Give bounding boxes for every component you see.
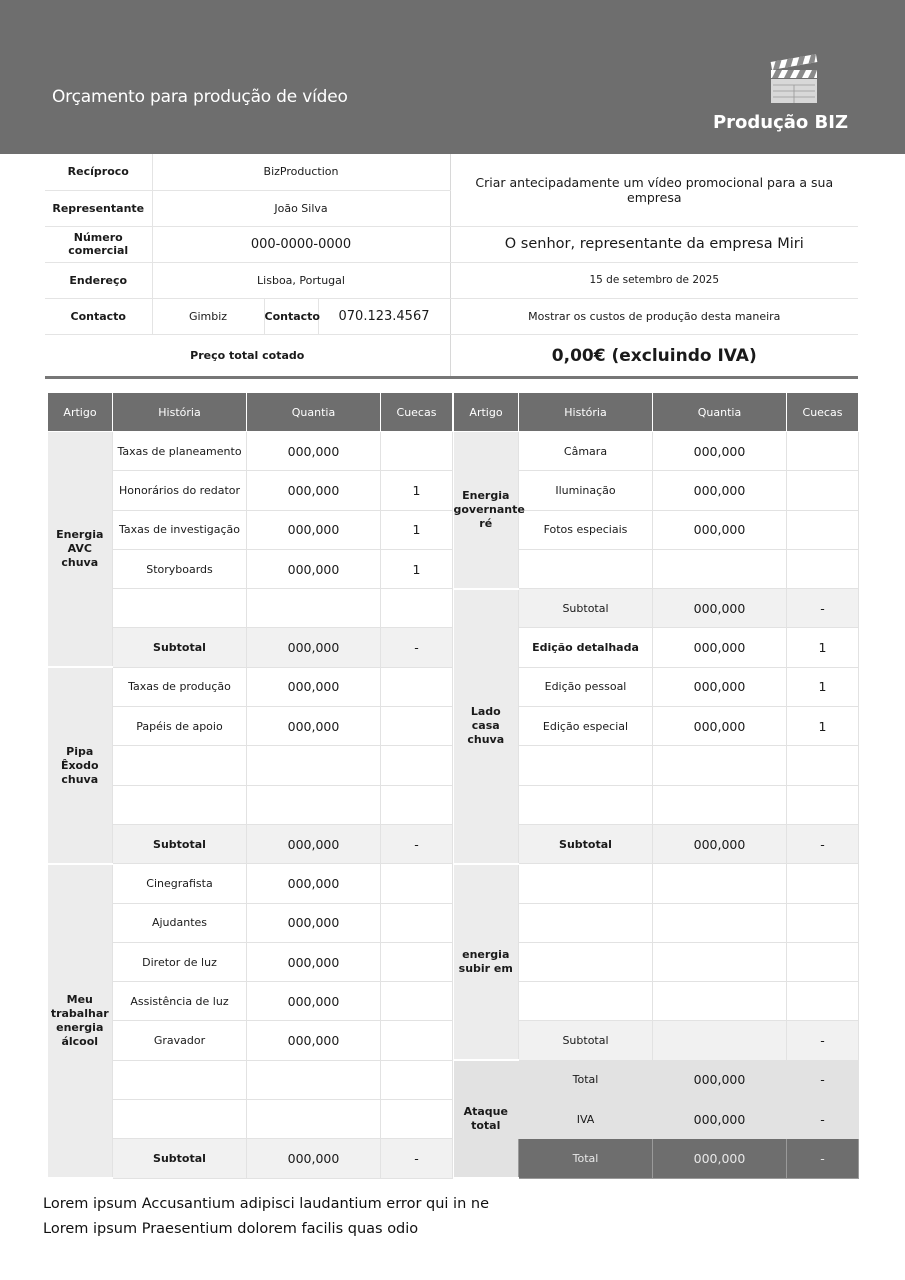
- item-name: Taxas de investigação: [113, 510, 247, 549]
- item-qty: [381, 707, 453, 746]
- item-amount: 000,000: [653, 707, 787, 746]
- item-qty: [787, 471, 859, 510]
- item-name: Edição pessoal: [519, 667, 653, 706]
- item-amount: 000,000: [247, 549, 381, 588]
- subtotal-amount: 000,000: [653, 824, 787, 863]
- item-qty: [381, 432, 453, 471]
- item-qty: 1: [787, 667, 859, 706]
- item-qty: 1: [787, 628, 859, 667]
- item-amount: 000,000: [653, 432, 787, 471]
- representante-value: João Silva: [152, 190, 450, 226]
- item-qty: [381, 1021, 453, 1060]
- description-line-1: Criar antecipadamente um vídeo promocional para a sua empresa: [450, 154, 858, 226]
- numero-value: 000-0000-0000: [152, 226, 450, 262]
- category-label: Energia governante ré: [454, 432, 519, 589]
- total-row: [454, 1060, 859, 1099]
- subtotal-qty: -: [787, 589, 859, 628]
- cost-table-left: [47, 392, 453, 1179]
- item-qty: 1: [381, 510, 453, 549]
- iva-qty: -: [787, 1100, 859, 1139]
- item-qty: [381, 903, 453, 942]
- item-name: Gravador: [113, 1021, 247, 1060]
- category-label: Energia AVC chuva: [48, 432, 113, 668]
- table-row: [48, 667, 453, 706]
- subtotal-row: [454, 589, 859, 628]
- item-amount: 000,000: [247, 864, 381, 903]
- total-amount: 000,000: [653, 1060, 787, 1099]
- item-qty: 1: [381, 471, 453, 510]
- empty-row: [454, 864, 859, 903]
- contacto2-value: 070.123.4567: [318, 298, 450, 334]
- numero-label: Número comercial: [45, 226, 152, 262]
- reciproco-value: BizProduction: [152, 154, 450, 190]
- total-qty: -: [787, 1060, 859, 1099]
- contacto2-label: Contacto: [264, 298, 318, 334]
- contacto-label: Contacto: [45, 298, 152, 334]
- item-name: Edição especial: [519, 707, 653, 746]
- iva-amount: 000,000: [653, 1100, 787, 1139]
- divider: [45, 376, 858, 379]
- col-quantia: Quantia: [247, 393, 381, 432]
- item-amount: 000,000: [653, 628, 787, 667]
- item-amount: 000,000: [653, 471, 787, 510]
- subtotal-amount: 000,000: [247, 824, 381, 863]
- col-artigo: Artigo: [454, 393, 519, 432]
- subtotal-amount: 000,000: [247, 1139, 381, 1178]
- col-historia: História: [519, 393, 653, 432]
- total-price-value: 0,00€ (excluindo IVA): [450, 334, 858, 377]
- cost-table-right: [453, 392, 859, 1179]
- final-total-amount: 000,000: [653, 1139, 787, 1178]
- table-header: [454, 393, 859, 432]
- item-amount: 000,000: [247, 471, 381, 510]
- item-amount: 000,000: [247, 707, 381, 746]
- item-name: Honorários do redator: [113, 471, 247, 510]
- header-banner: [0, 0, 905, 154]
- category-label: Meu trabalhar energia álcool: [48, 864, 113, 1178]
- item-amount: 000,000: [247, 942, 381, 981]
- item-amount: 000,000: [247, 903, 381, 942]
- item-qty: [381, 982, 453, 1021]
- item-amount: 000,000: [653, 667, 787, 706]
- col-cuecas: Cuecas: [381, 393, 453, 432]
- item-name: Storyboards: [113, 549, 247, 588]
- item-name: Câmara: [519, 432, 653, 471]
- subtotal-label: Subtotal: [519, 824, 653, 863]
- subtotal-qty: -: [381, 1139, 453, 1178]
- clapperboard-icon: [768, 52, 820, 104]
- category-label: Pipa Êxodo chuva: [48, 667, 113, 863]
- item-amount: 000,000: [247, 1021, 381, 1060]
- table-row: [48, 864, 453, 903]
- info-table: [45, 154, 858, 378]
- description-line-2: O senhor, representante da empresa Miri: [450, 226, 858, 262]
- footer-line-1: Lorem ipsum Accusantium adipisci laudantium error qui in ne: [43, 1196, 489, 1212]
- item-qty: 1: [787, 707, 859, 746]
- brand-name: Produção BIZ: [712, 112, 848, 133]
- item-name: Edição detalhada: [519, 628, 653, 667]
- item-amount: 000,000: [247, 510, 381, 549]
- item-name: Ajudantes: [113, 903, 247, 942]
- subtotal-amount: 000,000: [653, 589, 787, 628]
- table-header: [48, 393, 453, 432]
- subtotal-qty: -: [787, 1021, 859, 1060]
- item-name: Fotos especiais: [519, 510, 653, 549]
- item-qty: [381, 864, 453, 903]
- subtotal-qty: -: [381, 824, 453, 863]
- reciproco-label: Recíproco: [45, 154, 152, 190]
- subtotal-amount: [653, 1021, 787, 1060]
- info-row: [45, 226, 858, 262]
- item-name: Taxas de planeamento: [113, 432, 247, 471]
- item-amount: 000,000: [247, 982, 381, 1021]
- item-qty: [381, 942, 453, 981]
- date-text: 15 de setembro de 2025: [450, 262, 858, 298]
- item-amount: 000,000: [247, 432, 381, 471]
- endereco-value: Lisboa, Portugal: [152, 262, 450, 298]
- subtotal-amount: 000,000: [247, 628, 381, 667]
- category-label: energia subir em: [454, 864, 519, 1060]
- category-label: Ataque total: [454, 1060, 519, 1178]
- final-total-label: Total: [519, 1139, 653, 1178]
- item-qty: [787, 432, 859, 471]
- subtotal-label: Subtotal: [519, 1021, 653, 1060]
- info-row: [45, 298, 858, 334]
- subtotal-qty: -: [381, 628, 453, 667]
- item-name: Diretor de luz: [113, 942, 247, 981]
- table-row: [48, 432, 453, 471]
- iva-label: IVA: [519, 1100, 653, 1139]
- subtotal-qty: -: [787, 824, 859, 863]
- total-label: Total: [519, 1060, 653, 1099]
- table-row: [454, 432, 859, 471]
- item-name: Assistência de luz: [113, 982, 247, 1021]
- item-qty: [787, 510, 859, 549]
- endereco-label: Endereço: [45, 262, 152, 298]
- description-line-4: Mostrar os custos de produção desta maneira: [450, 298, 858, 334]
- col-quantia: Quantia: [653, 393, 787, 432]
- subtotal-label: Subtotal: [519, 589, 653, 628]
- item-qty: [381, 667, 453, 706]
- subtotal-label: Subtotal: [113, 824, 247, 863]
- item-amount: 000,000: [653, 510, 787, 549]
- item-qty: 1: [381, 549, 453, 588]
- subtotal-label: Subtotal: [113, 1139, 247, 1178]
- category-label: Lado casa chuva: [454, 589, 519, 864]
- info-row: [45, 262, 858, 298]
- representante-label: Representante: [45, 190, 152, 226]
- item-amount: 000,000: [247, 667, 381, 706]
- document-title: Orçamento para produção de vídeo: [52, 87, 348, 107]
- item-name: Cinegrafista: [113, 864, 247, 903]
- item-name: Taxas de produção: [113, 667, 247, 706]
- contacto-value: Gimbiz: [152, 298, 264, 334]
- info-row: [45, 154, 858, 190]
- final-total-qty: -: [787, 1139, 859, 1178]
- col-cuecas: Cuecas: [787, 393, 859, 432]
- footer-line-2: Lorem ipsum Praesentium dolorem facilis quas odio: [43, 1221, 419, 1237]
- preco-label: Preço total cotado: [45, 334, 450, 377]
- col-historia: História: [113, 393, 247, 432]
- info-total-row: [45, 334, 858, 377]
- subtotal-label: Subtotal: [113, 628, 247, 667]
- col-artigo: Artigo: [48, 393, 113, 432]
- item-name: Iluminação: [519, 471, 653, 510]
- item-name: Papéis de apoio: [113, 707, 247, 746]
